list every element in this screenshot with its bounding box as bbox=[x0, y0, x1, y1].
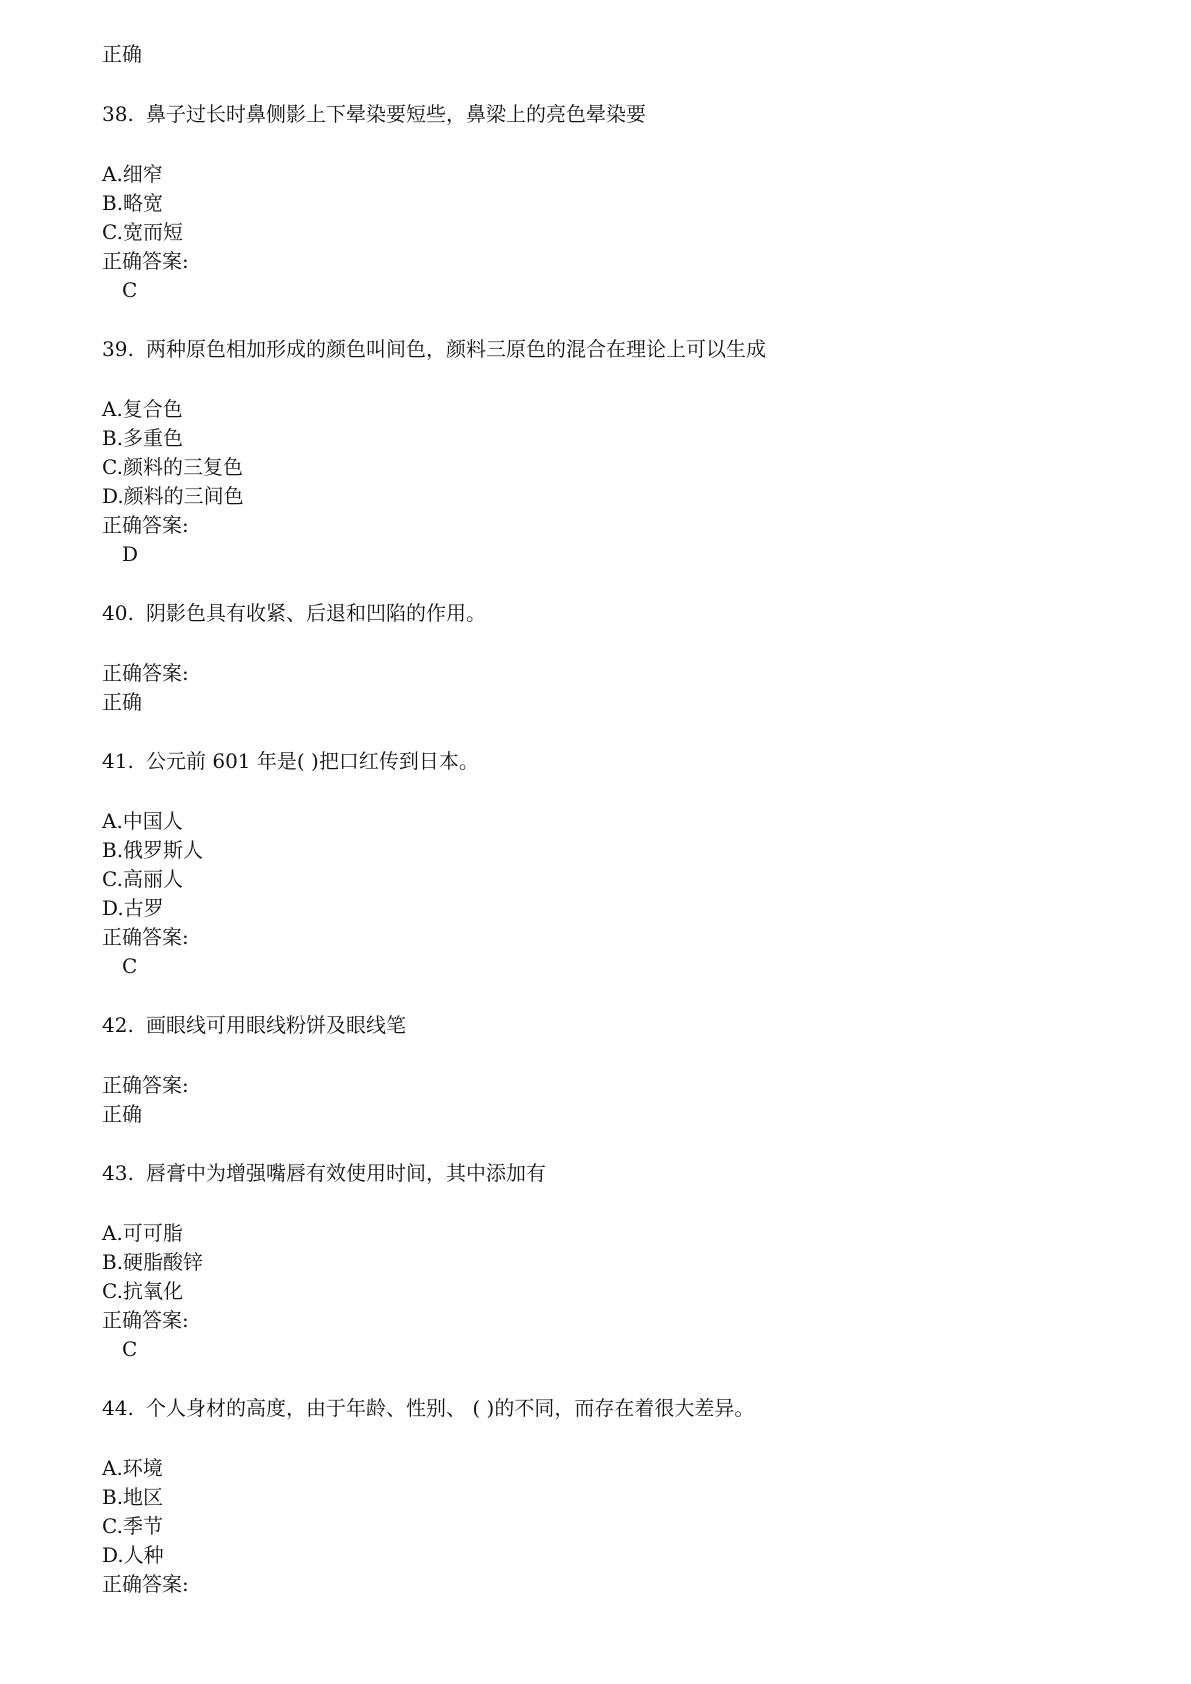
question-text: 两种原色相加形成的颜色叫间色，颜料三原色的混合在理论上可以生成 bbox=[146, 337, 766, 361]
option: C.颜料的三复色 bbox=[102, 455, 243, 479]
option: D.颜料的三间色 bbox=[102, 484, 244, 508]
question-number: 38. bbox=[102, 102, 134, 126]
answer-value: C bbox=[122, 954, 138, 978]
option: B.俄罗斯人 bbox=[102, 838, 204, 862]
answer-label: 正确答案: bbox=[102, 1572, 189, 1596]
option: C.宽而短 bbox=[102, 220, 183, 244]
question-number: 39. bbox=[102, 337, 134, 361]
option: B.硬脂酸锌 bbox=[102, 1250, 204, 1274]
option: B.多重色 bbox=[102, 426, 184, 450]
option: D.古罗 bbox=[102, 896, 164, 920]
option: D.人种 bbox=[102, 1543, 164, 1567]
answer-label: 正确答案: bbox=[102, 661, 189, 685]
question-text: 阴影色具有收紧、后退和凹陷的作用。 bbox=[146, 601, 486, 625]
option: A.复合色 bbox=[102, 397, 183, 421]
answer-label: 正确答案: bbox=[102, 925, 189, 949]
option: A.环境 bbox=[102, 1456, 163, 1480]
option: A.细窄 bbox=[102, 162, 163, 186]
question-text: 唇膏中为增强嘴唇有效使用时间，其中添加有 bbox=[146, 1161, 546, 1185]
question-number: 40. bbox=[102, 601, 134, 625]
option: B.略宽 bbox=[102, 191, 164, 215]
answer-label: 正确答案: bbox=[102, 513, 189, 537]
question-text: 画眼线可用眼线粉饼及眼线笔 bbox=[146, 1013, 406, 1037]
option: C.高丽人 bbox=[102, 867, 183, 891]
question-text: 公元前 601 年是( )把口红传到日本。 bbox=[146, 749, 479, 773]
answer-label: 正确答案: bbox=[102, 1073, 189, 1097]
option: A.中国人 bbox=[102, 809, 183, 833]
question-text: 鼻子过长时鼻侧影上下晕染要短些，鼻梁上的亮色晕染要 bbox=[146, 102, 646, 126]
question-number: 42. bbox=[102, 1013, 134, 1037]
answer-label: 正确答案: bbox=[102, 249, 189, 273]
answer-value: 正确 bbox=[102, 690, 142, 714]
answer-label: 正确答案: bbox=[102, 1308, 189, 1332]
answer-value: C bbox=[122, 1337, 138, 1361]
option: B.地区 bbox=[102, 1485, 164, 1509]
question-text: 个人身材的高度，由于年龄、性别、 ( )的不同，而存在着很大差异。 bbox=[146, 1396, 755, 1420]
answer-value: 正确 bbox=[102, 1102, 142, 1126]
option: A.可可脂 bbox=[102, 1221, 183, 1245]
answer-value: C bbox=[122, 278, 138, 302]
question-number: 43. bbox=[102, 1161, 134, 1185]
option: C.抗氧化 bbox=[102, 1279, 183, 1303]
question-number: 44. bbox=[102, 1396, 134, 1420]
answer-value: 正确 bbox=[102, 42, 142, 66]
option: C.季节 bbox=[102, 1514, 163, 1538]
question-number: 41. bbox=[102, 749, 134, 773]
answer-value: D bbox=[122, 542, 139, 566]
